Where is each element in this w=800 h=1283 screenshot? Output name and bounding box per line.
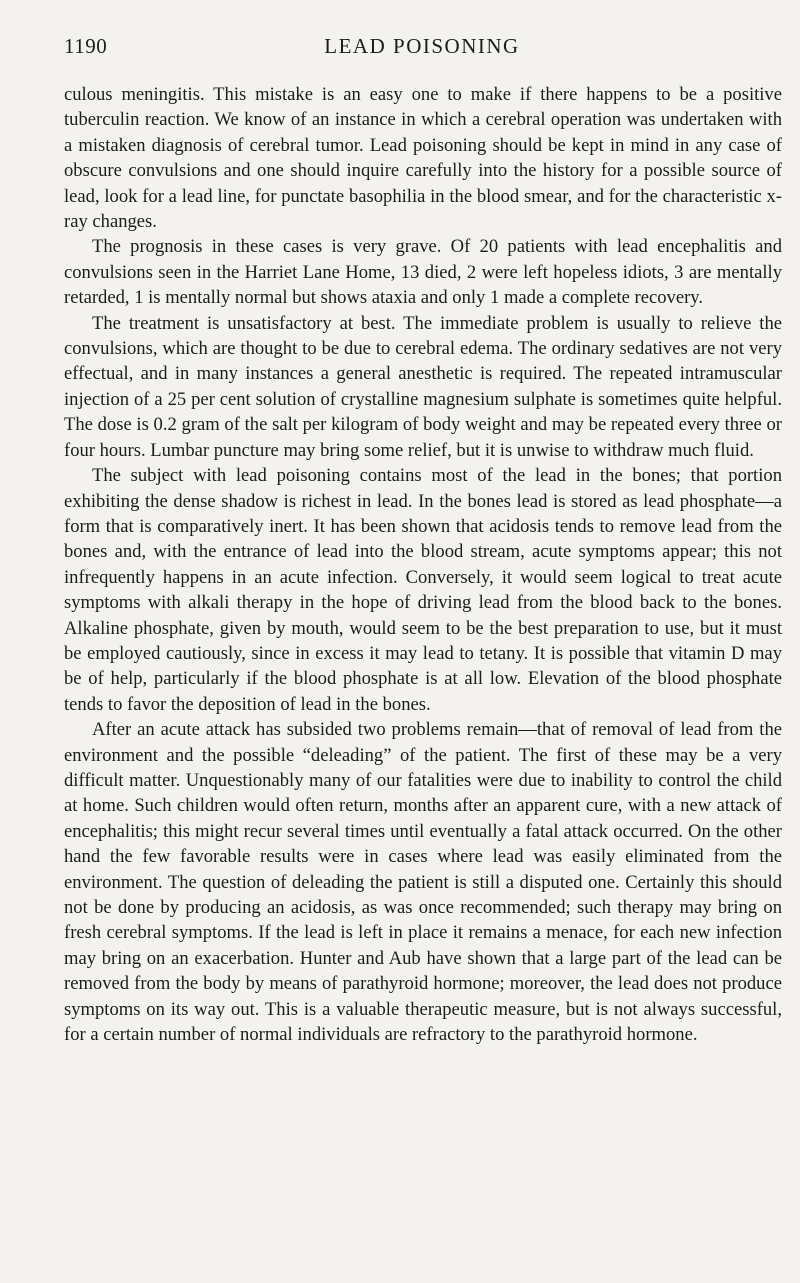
paragraph-after-acute-attack: After an acute attack has subsided two problems remain—that of removal of lead from the environment and the possible “deleading” of the patient. The first of these may be a very difficult matter. Unquestionably many of our fatalities were due to inability to control the child at home. Such children would often return, months after an apparent cure, with a new attack of encephalitis; this might recur several times until eventually a fatal attack occurred. On the other hand the few favorable results were in cases where lead was easily eliminated from the environment. The question of deleading the patient is still a disputed one. Certainly this should not be done by producing an acidosis, as was once recommended; such therapy may bring on fresh cerebral symptoms. If the lead is left in place it remains a menace, for each new infection may bring on an exacerbation. Hunter and Aub have shown that a large part of the lead can be removed from the body by means of parathyroid hormone; moreover, the lead does not produce symptoms on its way out. This is a valuable therapeutic measure, but is not always successful, for a certain number of normal individuals are refractory to the parathyroid hormone.: [64, 719, 782, 1046]
page-number: 1190: [64, 34, 108, 58]
running-title: LEAD POISONING: [324, 34, 520, 58]
body-text: [64, 82, 782, 1047]
paragraph-differential-diagnosis: culous meningitis. This mistake is an easy one to make if there happens to be a positive tuberculin reaction. We know of an instance in which a cerebral operation was undertaken with a mistaken diagnosis of cerebral tumor. Lead poisoning should be kept in mind in any case of obscure convulsions and one should inquire carefully into the history for a possible source of lead, look for a lead line, for punctate basophilia in the blood smear, and for the characteristic x-ray changes.: [64, 84, 782, 233]
paragraph-lead-in-bones: The subject with lead poisoning contains most of the lead in the bones; that portion exhibiting the dense shadow is richest in lead. In the bones lead is stored as lead phosphate—a form that is comparatively inert. It has been shown that acidosis tends to remove lead from the bones and, with the entrance of lead into the blood stream, acute symptoms appear; this not infrequently happens in an acute infection. Conversely, it would seem logical to treat acute symptoms with alkali therapy in the hope of driving lead from the blood back to the bones. Alkaline phosphate, given by mouth, would seem to be the best preparation to use, but it must be employed cautiously, since in excess it may lead to tetany. It is possible that vitamin D may be of help, particularly if the blood phosphate is at all low. Elevation of the blood phosphate tends to favor the deposition of lead in the bones.: [64, 465, 782, 715]
paragraph-treatment: The treatment is unsatisfactory at best. The immediate problem is usually to relieve the convulsions, which are thought to be due to cerebral edema. The ordinary sedatives are not very effectual, and in many instances a general anesthetic is required. The repeated intramuscular injection of a 25 per cent solution of crystalline magnesium sulphate is sometimes quite helpful. The dose is 0.2 gram of the salt per kilogram of body weight and may be repeated every three or four hours. Lumbar puncture may bring some relief, but it is unwise to withdraw much fluid.: [64, 312, 782, 461]
running-head: [64, 34, 780, 64]
paragraph-prognosis: The prognosis in these cases is very grave. Of 20 patients with lead encephalitis and convulsions seen in the Harriet Lane Home, 13 died, 2 were left hopeless idiots, 3 are mentally retarded, 1 is mentally normal but shows ataxia and only 1 made a complete recovery.: [64, 236, 782, 309]
